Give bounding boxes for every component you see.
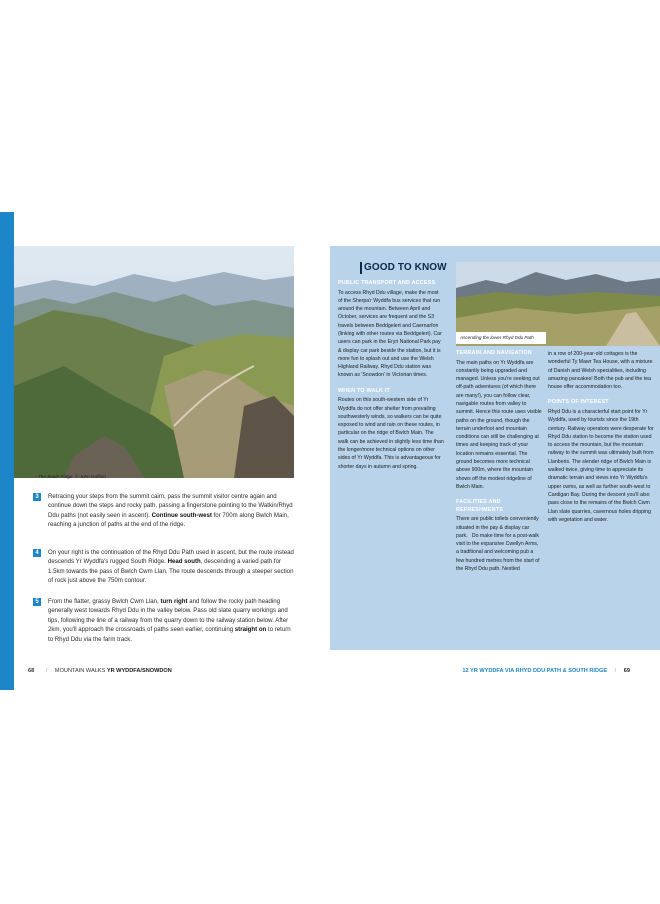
route-title: 12 YR WYDDFA VIA RHYD DDU PATH & SOUTH RIDGE <box>462 668 608 674</box>
section-heading: TERRAIN AND NAVIGATION <box>456 350 532 356</box>
book-series: MOUNTAIN WALKS <box>54 668 106 674</box>
step-number: 4 <box>33 549 41 557</box>
section-text: The main paths on Yr Wyddfa are constantly being upgraded and managed. Unless you're seeking out off-path adventures (of which there are many!), you can follow clear, navigable routes from valley to summit. Hence this route uses visible paths on the ground, though the terrain underfoot and mountain conditions can still be challenging at times and keeping track of your location remains essential. The ground becomes more technical above 900m, where the mountain shows off the modest ridgeline of Bwlch Main. <box>456 359 542 490</box>
step-text <box>48 597 295 644</box>
footer-divider: / <box>614 668 617 674</box>
bold-instruction: Head south <box>167 558 201 566</box>
instruction-text: Retracing your steps from the summit cairn, pass the summit visitor centre again and continue down the steps and rocky path, passing a fingerstone pointing to the Watkin/Rhyd Ddu paths (not easily seen in ascent). <box>48 493 293 519</box>
instruction-text: , descending a varied path for 1.5km towards the pass of Bwlch Cwm Llan. The route descends through a steeper section of rock just above the 750m contour. <box>48 558 294 585</box>
title-rule <box>360 262 362 274</box>
bold-instruction: Continue south-west <box>151 511 212 519</box>
info-column-3 <box>548 350 656 524</box>
bold-instruction: turn right <box>160 598 188 605</box>
page-number: 68 <box>28 668 35 674</box>
step-text <box>48 548 295 586</box>
instruction-text: for 700m along Bwlch Main, reaching a junction of paths at the end of the ridge. <box>48 511 289 529</box>
page-number: 69 <box>623 668 630 674</box>
book-title: YR WYDDFA/SNOWDON <box>106 668 172 674</box>
section-heading: POINTS OF INTEREST <box>548 399 609 406</box>
section-heading: FACILITIES AND REFRESHMENTS <box>456 499 504 513</box>
instruction-text: From the flatter, grassy Bwlch Cwm Llan, <box>48 598 161 605</box>
step-text <box>48 492 295 530</box>
panel-title: GOOD TO KNOW <box>364 262 447 273</box>
footer-divider: / <box>45 668 48 674</box>
bold-instruction: straight on <box>234 626 267 634</box>
route-step-5 <box>33 597 295 644</box>
photo-caption: The South Ridge. © John Gaffold <box>38 474 106 479</box>
section-heading: WHEN TO WALK IT <box>338 387 391 394</box>
info-column-1 <box>338 280 444 471</box>
instruction-text: to return to Rhyd Ddu via the farm track. <box>48 626 291 643</box>
instruction-text: and follow the rocky path heading generally west towards Rhyd Ddu in the valley below. Pass old slate quarry workings and tips, following the line of a railway from the quarry down to the railway station below. After 2km, you'll approach the crossroads of paths seen earlier, continuing <box>48 598 289 634</box>
chapter-tab <box>0 212 14 690</box>
info-column-2 <box>456 350 542 573</box>
right-page-footer <box>462 668 630 674</box>
route-step-4 <box>33 548 295 586</box>
route-step-3 <box>33 492 295 530</box>
step-number: 5 <box>33 598 41 606</box>
section-text: There are public toilets conveniently situated in the pay & display car park. Do make time for a post-walk visit to the expansive Cwellyn Arms, a traditional and welcoming pub a few hundred metres from the start of the Rhyd Ddu path. Nestled <box>456 516 540 573</box>
section-text: in a row of 200-year-old cottages is the wonderful Ty Mawr Tea House, with a mixture of Danish and Welsh specialities, including amazing pancakes! Both the pub and the tea house offer accommodation too. <box>548 351 653 391</box>
south-ridge-photo <box>14 246 294 478</box>
section-text: Routes on this south-western side of Yr Wyddfa do not offer shelter from prevailing southwesterly winds, so walkers can be quite exposed to wind and rain on these routes, in particular on the ridge of Bwlch Main. The walk can be achieved in slightly less time than the longer/more technical options on other sides of Yr Wyddfa. This is advantageous for shorter days in autumn and spring. <box>338 397 444 470</box>
section-text: Rhyd Ddu is a characterful start point for Yr Wyddfa, used by tourists since the 19th century. Railway operators were desperate for Rhyd Ddu station to become the station used to access the mountain, but the mountain railway to the summit was ultimately built from Llanberis. The slender ridge of Bwlch Main is walked twice, giving time to appreciate its dramatic terrain and views into Yr Wyddfa's upper cwms, as well as further south-west to Cardigan Bay. During the descent you'll also pass close to the remains of the Bwlch Cwm Llan slate quarries, cavernous holes dripping with vegetation and water. <box>548 408 654 523</box>
instruction-text: On your right is the continuation of the Rhyd Ddu Path used in ascent, but the route instead descends Yr Wyddfa's rugged South Ridge. <box>48 549 294 566</box>
left-page-footer <box>28 668 172 674</box>
step-number: 3 <box>33 493 41 501</box>
section-text: To access Rhyd Ddu village, make the most of the Sherpa'r Wyddfa bus services that run around the mountain. Between April and October, services are frequent and the S3 travels between Beddgelert and Caernarfon (linking with other routes via Beddgelert). Car users can park in the Eryri National Park pay & display car park beside the station, but it is more fun to splash out and use the Welsh Highland Railway. Rhyd Ddu station was known as 'Snowdon' in Victorian times. <box>338 289 442 379</box>
section-heading: PUBLIC TRANSPORT AND ACCESS <box>338 280 436 286</box>
photo-caption: Ascending the lower Rhyd Ddu Path <box>460 335 534 340</box>
